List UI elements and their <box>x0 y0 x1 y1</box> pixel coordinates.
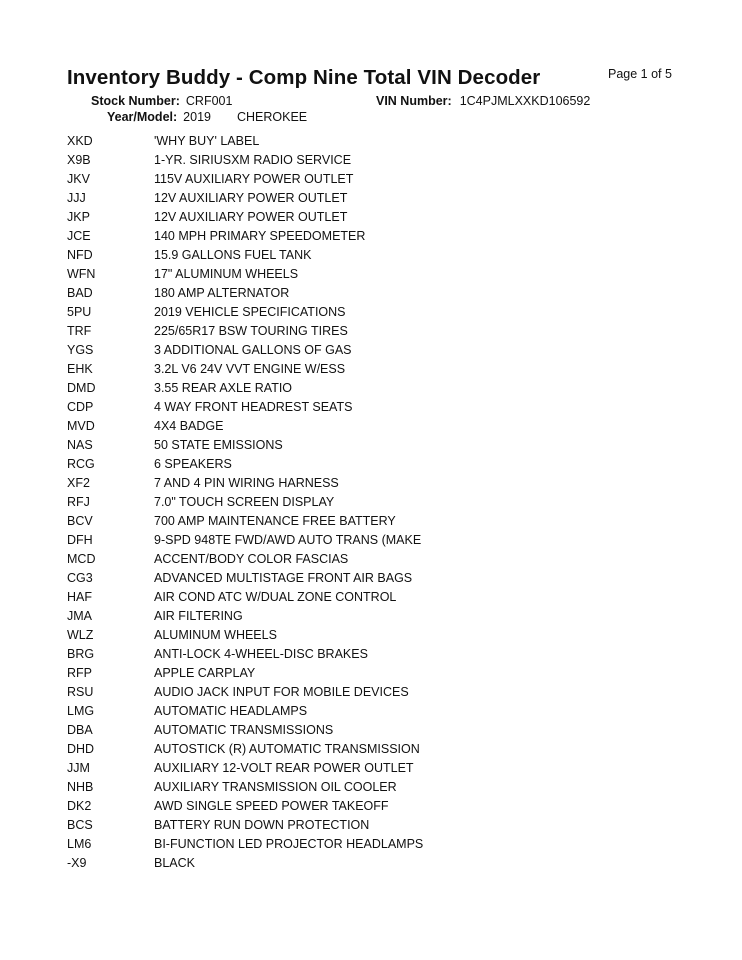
stock-number-field <box>91 94 232 108</box>
list-item <box>0 227 742 246</box>
list-item <box>0 455 742 474</box>
list-item <box>0 835 742 854</box>
option-code: -X9 <box>67 856 87 870</box>
option-code: 5PU <box>67 305 92 319</box>
option-description: 180 AMP ALTERNATOR <box>154 286 290 300</box>
list-item <box>0 398 742 417</box>
option-description: 3 ADDITIONAL GALLONS OF GAS <box>154 343 352 357</box>
list-item <box>0 303 742 322</box>
list-item <box>0 816 742 835</box>
option-code: MVD <box>67 419 95 433</box>
option-code: NFD <box>67 248 93 262</box>
vin-number-value: 1C4PJMLXXKD106592 <box>459 94 591 108</box>
option-description: AIR FILTERING <box>154 609 243 623</box>
option-description: 7.0" TOUCH SCREEN DISPLAY <box>154 495 335 509</box>
list-item <box>0 151 742 170</box>
option-code: DHD <box>67 742 95 756</box>
option-code: BAD <box>67 286 93 300</box>
list-item <box>0 322 742 341</box>
model-value: CHEROKEE <box>236 110 308 124</box>
option-description: APPLE CARPLAY <box>154 666 256 680</box>
option-description: 7 AND 4 PIN WIRING HARNESS <box>154 476 339 490</box>
list-item <box>0 550 742 569</box>
option-description: 50 STATE EMISSIONS <box>154 438 283 452</box>
option-description: BLACK <box>154 856 195 870</box>
option-description: AUTOSTICK (R) AUTOMATIC TRANSMISSION <box>154 742 420 756</box>
option-description: ACCENT/BODY COLOR FASCIAS <box>154 552 349 566</box>
option-code: RFP <box>67 666 92 680</box>
list-item <box>0 132 742 151</box>
list-item <box>0 626 742 645</box>
list-item <box>0 531 742 550</box>
option-description: 140 MPH PRIMARY SPEEDOMETER <box>154 229 366 243</box>
page-number: Page 1 of 5 <box>608 67 672 81</box>
list-item <box>0 664 742 683</box>
option-code: RFJ <box>67 495 90 509</box>
list-item <box>0 569 742 588</box>
option-code: EHK <box>67 362 93 376</box>
list-item <box>0 797 742 816</box>
list-item <box>0 246 742 265</box>
option-description: AUTOMATIC TRANSMISSIONS <box>154 723 334 737</box>
list-item <box>0 265 742 284</box>
option-code: YGS <box>67 343 94 357</box>
option-description: 4X4 BADGE <box>154 419 224 433</box>
option-code: HAF <box>67 590 92 604</box>
page-title: Inventory Buddy - Comp Nine Total VIN Decoder <box>67 66 541 89</box>
list-item <box>0 645 742 664</box>
option-description: 700 AMP MAINTENANCE FREE BATTERY <box>154 514 396 528</box>
option-description: AUDIO JACK INPUT FOR MOBILE DEVICES <box>154 685 409 699</box>
list-item <box>0 360 742 379</box>
option-description: BI-FUNCTION LED PROJECTOR HEADLAMPS <box>154 837 424 851</box>
option-description: ADVANCED MULTISTAGE FRONT AIR BAGS <box>154 571 413 585</box>
option-code: DMD <box>67 381 96 395</box>
list-item <box>0 854 742 873</box>
option-code: BCS <box>67 818 93 832</box>
option-code: LMG <box>67 704 95 718</box>
option-code: WLZ <box>67 628 94 642</box>
option-description: 2019 VEHICLE SPECIFICATIONS <box>154 305 346 319</box>
option-description: 3.2L V6 24V VVT ENGINE W/ESS <box>154 362 346 376</box>
stock-number-label: Stock Number: <box>91 94 180 108</box>
option-code: MCD <box>67 552 96 566</box>
option-description: 3.55 REAR AXLE RATIO <box>154 381 293 395</box>
option-code: XKD <box>67 134 93 148</box>
option-code: BRG <box>67 647 95 661</box>
list-item <box>0 683 742 702</box>
list-item <box>0 493 742 512</box>
vin-number-label: VIN Number: <box>376 94 452 108</box>
option-code: JJJ <box>67 191 86 205</box>
list-item <box>0 778 742 797</box>
option-code: X9B <box>67 153 91 167</box>
list-item <box>0 512 742 531</box>
option-code: RSU <box>67 685 94 699</box>
option-description: AUTOMATIC HEADLAMPS <box>154 704 308 718</box>
list-item <box>0 721 742 740</box>
option-description: 9-SPD 948TE FWD/AWD AUTO TRANS (MAKE <box>154 533 422 547</box>
option-code: WFN <box>67 267 96 281</box>
option-code: JMA <box>67 609 92 623</box>
list-item <box>0 284 742 303</box>
option-code: JKV <box>67 172 90 186</box>
list-item <box>0 588 742 607</box>
option-code: JJM <box>67 761 90 775</box>
list-item <box>0 341 742 360</box>
list-item <box>0 436 742 455</box>
list-item <box>0 474 742 493</box>
option-code: DFH <box>67 533 93 547</box>
list-item <box>0 170 742 189</box>
option-description: 12V AUXILIARY POWER OUTLET <box>154 210 348 224</box>
option-description: 4 WAY FRONT HEADREST SEATS <box>154 400 353 414</box>
list-item <box>0 740 742 759</box>
option-description: AUXILIARY TRANSMISSION OIL COOLER <box>154 780 397 794</box>
option-description: ANTI-LOCK 4-WHEEL-DISC BRAKES <box>154 647 368 661</box>
option-description: 6 SPEAKERS <box>154 457 232 471</box>
list-item <box>0 607 742 626</box>
option-code: XF2 <box>67 476 90 490</box>
option-code: DBA <box>67 723 93 737</box>
year-model-label: Year/Model: <box>107 110 178 124</box>
option-code: DK2 <box>67 799 92 813</box>
option-code: JCE <box>67 229 91 243</box>
list-item <box>0 759 742 778</box>
option-description: AIR COND ATC W/DUAL ZONE CONTROL <box>154 590 397 604</box>
stock-number-value: CRF001 <box>185 94 233 108</box>
vin-number-field <box>376 94 590 108</box>
list-item <box>0 702 742 721</box>
option-code: NAS <box>67 438 93 452</box>
option-description: 115V AUXILIARY POWER OUTLET <box>154 172 354 186</box>
option-description: ALUMINUM WHEELS <box>154 628 277 642</box>
option-code: JKP <box>67 210 90 224</box>
option-code: LM6 <box>67 837 92 851</box>
option-description: 15.9 GALLONS FUEL TANK <box>154 248 312 262</box>
option-description: 12V AUXILIARY POWER OUTLET <box>154 191 348 205</box>
list-item <box>0 189 742 208</box>
year-model-field <box>107 110 307 124</box>
option-description: AWD SINGLE SPEED POWER TAKEOFF <box>154 799 389 813</box>
option-description: 1-YR. SIRIUSXM RADIO SERVICE <box>154 153 352 167</box>
option-code: BCV <box>67 514 93 528</box>
option-description: 'WHY BUY' LABEL <box>154 134 260 148</box>
option-code: TRF <box>67 324 92 338</box>
option-code: CG3 <box>67 571 93 585</box>
year-value: 2019 <box>183 110 211 124</box>
option-description: AUXILIARY 12-VOLT REAR POWER OUTLET <box>154 761 414 775</box>
option-description: BATTERY RUN DOWN PROTECTION <box>154 818 370 832</box>
list-item <box>0 208 742 227</box>
option-description: 17" ALUMINUM WHEELS <box>154 267 299 281</box>
option-description: 225/65R17 BSW TOURING TIRES <box>154 324 348 338</box>
list-item <box>0 417 742 436</box>
list-item <box>0 379 742 398</box>
option-code: NHB <box>67 780 94 794</box>
option-code-list <box>0 132 742 873</box>
option-code: RCG <box>67 457 95 471</box>
option-code: CDP <box>67 400 94 414</box>
